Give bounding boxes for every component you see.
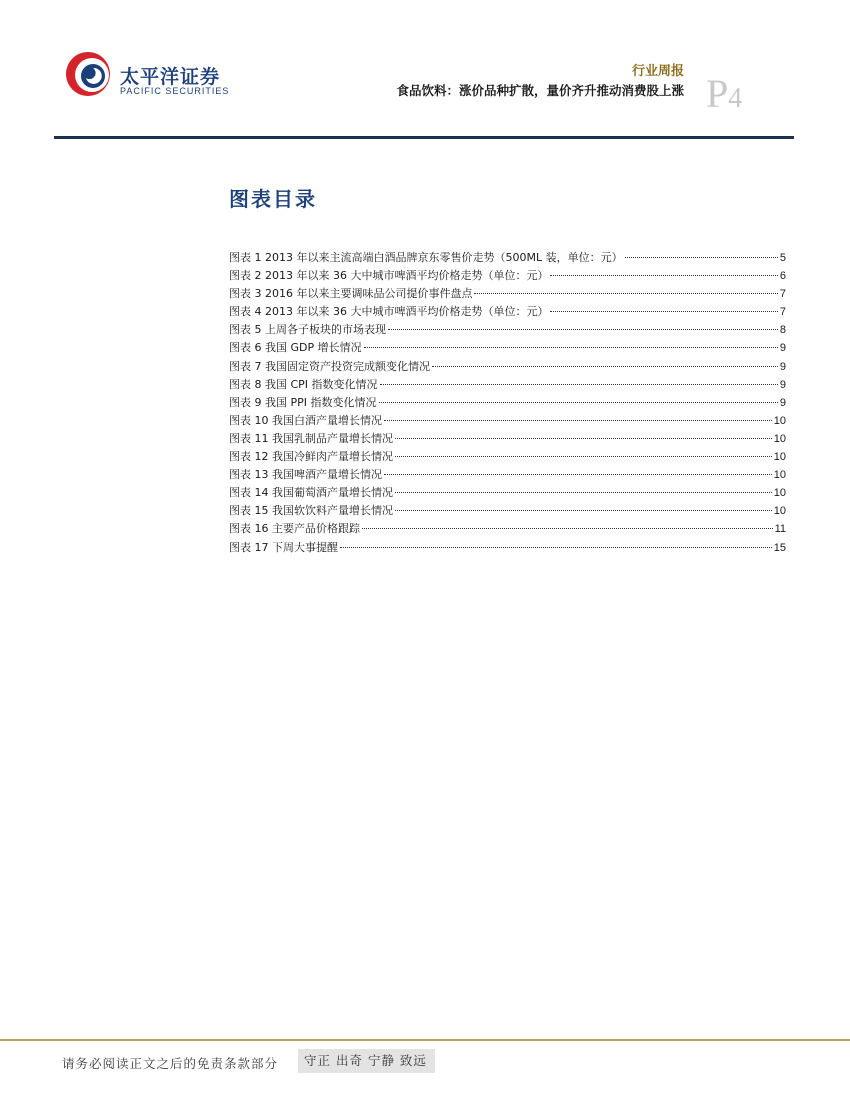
toc-entry[interactable] (229, 520, 786, 538)
toc-entry[interactable] (229, 412, 786, 430)
page-number-value: 4 (728, 83, 743, 114)
toc-leader (395, 438, 772, 439)
toc-entry[interactable] (229, 303, 786, 321)
report-type: 行业周报 (631, 64, 684, 79)
toc-entry-page: 5 (779, 252, 786, 264)
toc-entry-label: 图表 3 2016 年以来主要调味品公司提价事件盘点 (229, 287, 473, 301)
toc-entry-page: 7 (779, 306, 786, 319)
toc-leader (550, 311, 777, 312)
toc-entry-page: 15 (773, 541, 786, 554)
toc-entry[interactable] (229, 321, 786, 339)
toc-entry[interactable] (229, 502, 786, 520)
toc-entry-label: 图表 5 上周各子板块的市场表现 (229, 323, 386, 337)
toc-entry-page: 9 (779, 342, 786, 355)
toc-entry-page: 10 (773, 451, 786, 464)
toc-entry-page: 10 (773, 414, 786, 427)
toc-entry[interactable] (229, 267, 786, 285)
footer-motto: 守正 出奇 宁静 致远 (298, 1049, 435, 1073)
report-title: 食品饮料：涨价品种扩散，量价齐升推动消费股上涨 (396, 83, 684, 98)
toc-entry-label: 图表 14 我国葡萄酒产量增长情况 (229, 486, 393, 500)
toc-leader (340, 547, 772, 548)
toc-leader (384, 420, 772, 421)
toc-entry-page: 10 (773, 487, 786, 500)
logo-chinese-name: 太平洋证券 (120, 66, 221, 88)
toc-leader (379, 402, 778, 403)
toc-entry-label: 图表 2 2013 年以来 36 大中城市啤酒平均价格走势（单位：元） (229, 269, 549, 283)
toc-entry[interactable] (229, 358, 786, 376)
toc-leader (432, 366, 778, 367)
toc-leader (388, 329, 778, 330)
toc-entry-page: 10 (773, 432, 786, 445)
footer-disclaimer: 请务必阅读正文之后的免责条款部分 (62, 1056, 279, 1071)
toc-leader (362, 528, 773, 529)
toc-entry-label: 图表 9 我国 PPI 指数变化情况 (229, 395, 377, 409)
toc-leader (395, 510, 772, 511)
toc-entry-label: 图表 11 我国乳制品产量增长情况 (229, 431, 393, 445)
toc-entry-page: 8 (779, 324, 786, 337)
toc-entry-label: 图表 6 我国 GDP 增长情况 (229, 341, 362, 355)
toc-entry[interactable] (229, 484, 786, 502)
page-number (706, 71, 743, 119)
toc-heading: 图表目录 (229, 187, 317, 211)
toc-entry-label: 图表 1 2013 年以来主流高端白酒品牌京东零售价走势（500ML 装，单位：元） (229, 251, 623, 264)
toc-leader (384, 474, 772, 475)
toc-entry[interactable] (229, 466, 786, 484)
toc-leader (364, 347, 778, 348)
toc-entry-page: 9 (779, 396, 786, 409)
header-divider (54, 136, 794, 139)
toc-entry-page: 10 (773, 469, 786, 482)
toc-entry-page: 7 (779, 288, 786, 301)
toc-entry[interactable] (229, 249, 786, 267)
toc-entry[interactable] (229, 285, 786, 303)
footer-divider (0, 1039, 850, 1041)
toc-leader (474, 293, 777, 294)
toc-entry-label: 图表 7 我国固定资产投资完成额变化情况 (229, 359, 430, 373)
toc-entry-page: 6 (779, 270, 786, 283)
toc-entry-label: 图表 8 我国 CPI 指数变化情况 (229, 377, 378, 391)
toc-leader (380, 384, 778, 385)
toc-entry-label: 图表 17 下周大事提醒 (229, 540, 338, 554)
toc-entry[interactable] (229, 339, 786, 357)
toc-leader (550, 275, 777, 276)
toc-entry-page: 10 (773, 505, 786, 518)
toc-entry-label: 图表 10 我国白酒产量增长情况 (229, 413, 382, 427)
toc-entry[interactable] (229, 539, 786, 557)
toc-entry-label: 图表 4 2013 年以来 36 大中城市啤酒平均价格走势（单位：元） (229, 305, 549, 319)
toc-entry-label: 图表 16 主要产品价格跟踪 (229, 522, 360, 536)
toc-entry-page: 11 (774, 523, 786, 536)
toc-leader (395, 492, 772, 493)
toc-entry[interactable] (229, 394, 786, 412)
toc-entry-label: 图表 13 我国啤酒产量增长情况 (229, 468, 382, 482)
toc-entry[interactable] (229, 430, 786, 448)
toc-entry-page: 9 (779, 360, 786, 373)
toc-leader (625, 257, 778, 258)
toc-entry-page: 9 (779, 378, 786, 391)
toc-entry[interactable] (229, 448, 786, 466)
toc-entry[interactable] (229, 376, 786, 394)
toc-entry-label: 图表 15 我国软饮料产量增长情况 (229, 504, 393, 518)
page-prefix: P (706, 71, 729, 116)
toc-list (229, 249, 786, 557)
logo-english-name: PACIFIC SECURITIES (120, 86, 230, 96)
toc-leader (395, 456, 772, 457)
toc-entry-label: 图表 12 我国冷鲜肉产量增长情况 (229, 450, 393, 464)
pacific-securities-logo-icon (58, 46, 114, 102)
